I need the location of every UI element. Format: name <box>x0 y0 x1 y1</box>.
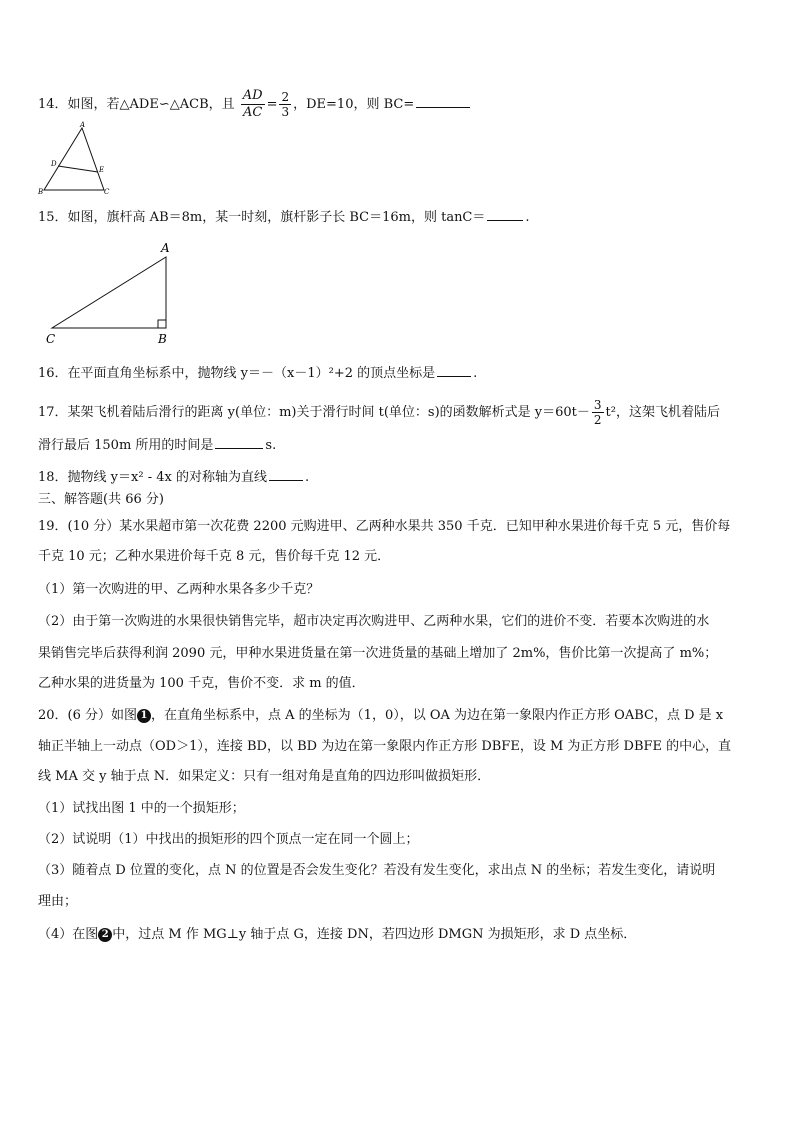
section-heading-solutions: 三、解答题(共 66 分) <box>38 492 164 507</box>
label-a: A <box>161 241 170 255</box>
label-d: D <box>51 160 57 168</box>
q17-text-post: t²，这架飞机着陆后 <box>605 405 720 420</box>
q19-line-1: 19．(10 分）某水果超市第一次花费 2200 元购进甲、乙两种水果共 350 千克．已知甲种水果进价每千克 5 元，售价每 <box>38 519 731 534</box>
q20-line-2: 轴正半轴上一动点（OD＞1），连接 BD，以 BD 为边在第一象限内作正方形 DBFE，设 M 为正方形 DBFE 的中心，直 <box>38 739 732 754</box>
q14-text-post: ，DE=10，则 BC= <box>293 97 415 112</box>
q20-line-7: 理由； <box>38 894 78 909</box>
fraction-denominator: 3 <box>281 105 290 119</box>
q19-line-6: 乙种水果的进货量为 100 千克，售价不变．求 m 的值． <box>38 676 365 691</box>
q20-line1-post: ，在直角坐标系中，点 A 的坐标为（1，0），以 OA 为边在第一象限内作正方形 OABC，点 D 是 x <box>151 708 724 723</box>
q17-unit: s. <box>265 438 277 453</box>
circled-number-1: 1 <box>137 709 151 723</box>
q15-text: 15．如图，旗杆高 AB＝8m，某一时刻，旗杆影子长 BC＝16m，则 tanC＝ <box>38 210 486 225</box>
q17-line2-text: 滑行最后 150m 所用的时间是 <box>38 438 214 453</box>
q16-text: 16．在平面直角坐标系中，抛物线 y＝－（x－1）²+2 的顶点坐标是 <box>38 366 436 381</box>
answer-blank[interactable] <box>487 206 523 221</box>
label-c: C <box>104 188 110 196</box>
q20-line8-post: 中，过点 M 作 MG⊥y 轴于点 G，连接 DN，若四边形 DMGN 为损矩形，求 D 点坐标． <box>112 927 637 942</box>
answer-blank[interactable] <box>437 362 471 377</box>
q14-value-fraction <box>279 90 291 119</box>
answer-blank[interactable] <box>269 466 303 481</box>
q15-flagpole-figure <box>40 240 180 348</box>
question-17-line-1 <box>38 398 720 427</box>
right-angle-mark <box>158 320 166 328</box>
fraction-denominator: AC <box>243 105 263 120</box>
q19-line-3: （1）第一次购进的甲、乙两种水果各多少千克？ <box>38 582 320 597</box>
fraction-numerator: AD <box>242 88 263 103</box>
q16-end: . <box>473 366 478 381</box>
q20-line-1 <box>38 706 723 726</box>
label-e: E <box>99 166 105 174</box>
q18-text: 18．抛物线 y＝x² - 4x 的对称轴为直线 <box>38 470 267 485</box>
q20-line-4: （1）试找出图 1 中的一个损矩形； <box>38 801 245 816</box>
q20-line1-pre: 20．(6 分）如图 <box>38 708 138 723</box>
fraction-numerator: 3 <box>593 398 602 412</box>
answer-blank[interactable] <box>416 93 470 108</box>
q14-text-pre: 如图，若△ADE∽△ACB，且 <box>67 97 235 112</box>
question-15 <box>38 206 530 228</box>
label-b: B <box>158 332 167 346</box>
q20-line-8 <box>38 925 636 945</box>
q14-triangle-figure <box>36 120 116 196</box>
q15-end: . <box>525 210 530 225</box>
q19-line-4: （2）由于第一次购进的水果很快销售完毕，超市决定再次购进甲、乙两种水果，它们的进价不变．若要本次购进的水 <box>38 614 710 629</box>
q19-line-2: 千克 10 元；乙种水果进价每千克 8 元，售价每千克 12 元． <box>38 549 391 564</box>
q14-ratio-fraction <box>241 88 265 121</box>
triangle-abc <box>52 257 166 328</box>
question-16 <box>38 362 477 384</box>
segment-de <box>58 166 98 172</box>
label-c: C <box>46 332 56 346</box>
answer-blank[interactable] <box>215 434 263 449</box>
fraction-numerator: 2 <box>281 90 290 104</box>
circled-number-2: 2 <box>98 928 112 942</box>
q17-fraction <box>592 398 604 427</box>
label-b: B <box>38 188 44 196</box>
label-a: A <box>80 121 86 129</box>
q20-line-5: （2）试说明（1）中找出的损矩形的四个顶点一定在同一个圆上； <box>38 832 419 847</box>
q14-number: 14． <box>38 97 68 112</box>
q14-equals: = <box>266 97 278 112</box>
q18-end: . <box>304 470 310 485</box>
q19-line-5: 果销售完毕后获得利润 2090 元，甲种水果进货量在第一次进货量的基础上增加了 2m%，售价比第一次提高了 m%； <box>38 646 718 661</box>
question-18 <box>38 466 309 488</box>
question-17-line-2 <box>38 434 276 456</box>
fraction-denominator: 2 <box>593 413 602 427</box>
q20-line-6: （3）随着点 D 位置的变化，点 N 的位置是否会发生变化？若没有发生变化，求出点 N 的坐标；若发生变化，请说明 <box>38 863 716 878</box>
q20-line-3: 线 MA 交 y 轴于点 N．如果定义：只有一组对角是直角的四边形叫做损矩形． <box>38 769 491 784</box>
q20-line8-pre: （4）在图 <box>38 927 99 942</box>
triangle-abc <box>44 128 104 190</box>
q17-text-pre: 17．某架飞机着陆后滑行的距离 y(单位：m)关于滑行时间 t(单位：s)的函数解析式是 y＝60t－ <box>38 405 590 420</box>
question-14 <box>38 88 472 121</box>
